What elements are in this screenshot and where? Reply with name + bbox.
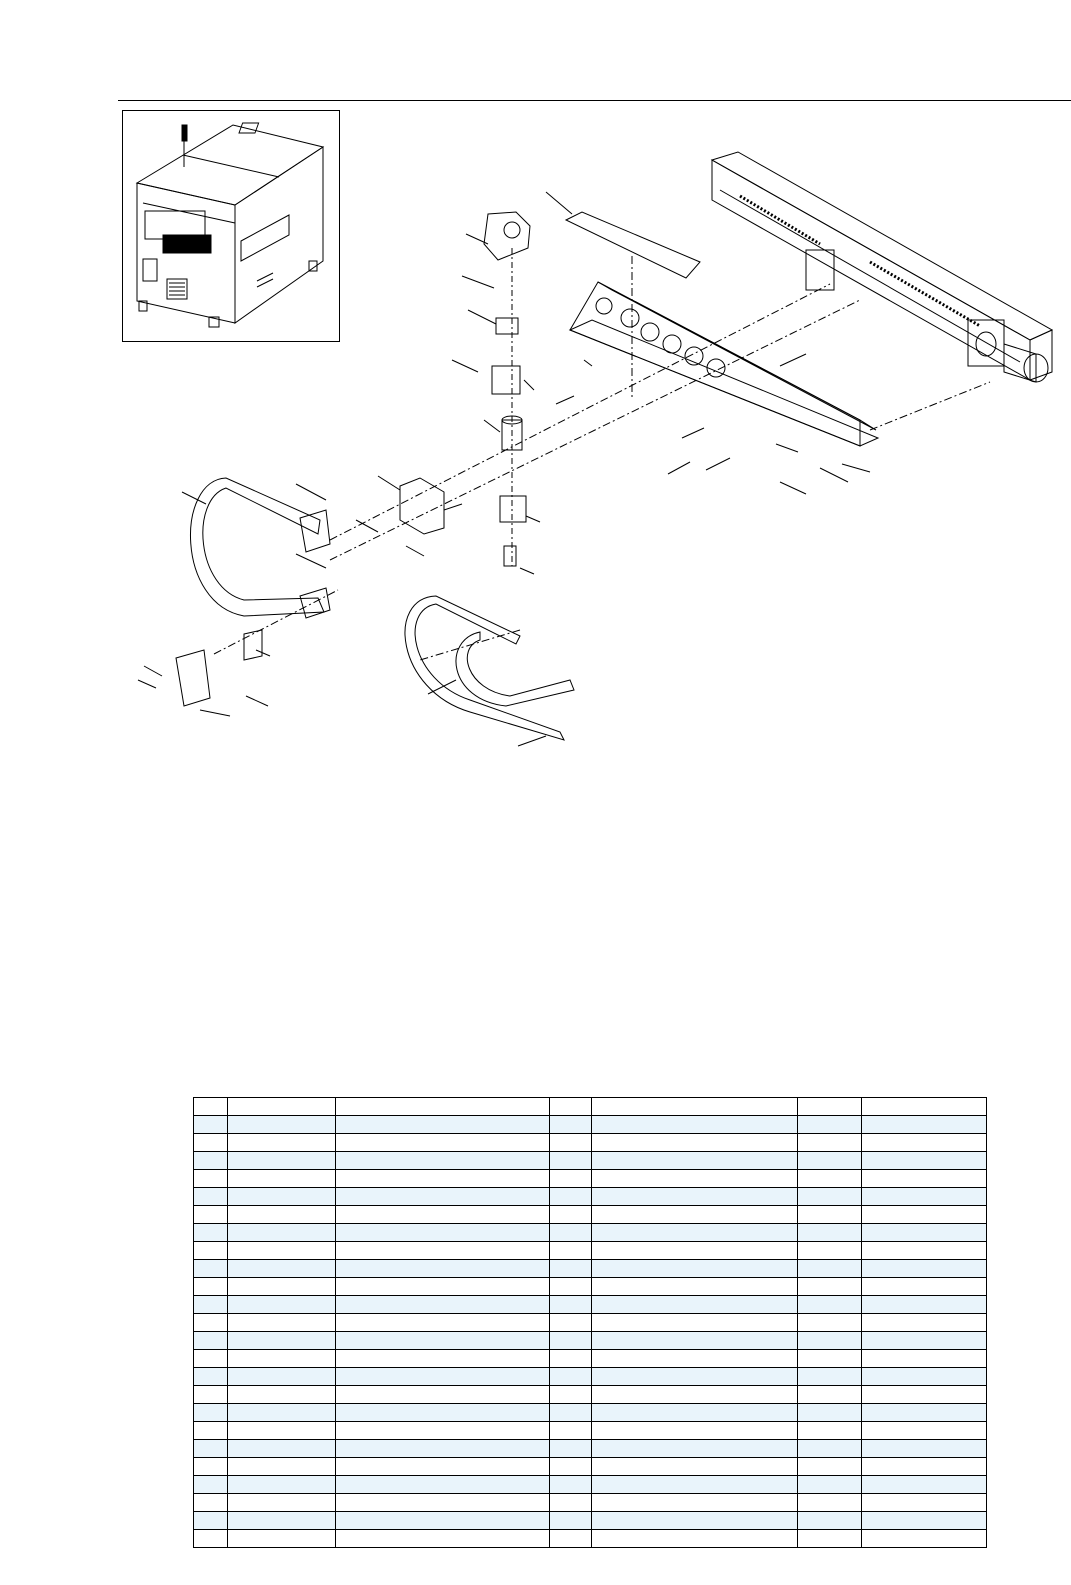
table-cell xyxy=(194,1134,228,1152)
table-cell xyxy=(228,1242,336,1260)
table-cell xyxy=(798,1422,862,1440)
table-cell xyxy=(592,1404,798,1422)
table-cell xyxy=(862,1278,987,1296)
table-row xyxy=(194,1332,987,1350)
table-cell xyxy=(862,1386,987,1404)
table-cell xyxy=(798,1530,862,1548)
head-assembly xyxy=(484,212,530,566)
table-cell xyxy=(550,1440,592,1458)
table-cell xyxy=(194,1368,228,1386)
table-cell xyxy=(798,1224,862,1242)
table-cell xyxy=(798,1440,862,1458)
table-cell xyxy=(862,1134,987,1152)
table-cell xyxy=(550,1458,592,1476)
table-row xyxy=(194,1350,987,1368)
table-cell xyxy=(228,1224,336,1242)
table-row xyxy=(194,1152,987,1170)
table-cell xyxy=(228,1296,336,1314)
frame-rail xyxy=(570,282,878,446)
table-cell xyxy=(336,1368,550,1386)
end-plate xyxy=(176,630,262,706)
table-cell xyxy=(550,1404,592,1422)
table-cell xyxy=(862,1152,987,1170)
table-cell xyxy=(550,1206,592,1224)
table-cell xyxy=(862,1404,987,1422)
table-cell xyxy=(592,1206,798,1224)
table-cell xyxy=(194,1188,228,1206)
table-cell xyxy=(228,1458,336,1476)
table-cell xyxy=(228,1116,336,1134)
table-row xyxy=(194,1512,987,1530)
table-row xyxy=(194,1404,987,1422)
table-cell xyxy=(862,1188,987,1206)
table-cell xyxy=(194,1206,228,1224)
table-cell xyxy=(194,1386,228,1404)
table-cell xyxy=(336,1350,550,1368)
table-cell xyxy=(336,1332,550,1350)
table-cell xyxy=(592,1242,798,1260)
table-cell xyxy=(798,1260,862,1278)
table-row xyxy=(194,1314,987,1332)
table-cell xyxy=(550,1368,592,1386)
table-row xyxy=(194,1458,987,1476)
table-cell xyxy=(336,1422,550,1440)
table-cell xyxy=(336,1170,550,1188)
table-cell xyxy=(592,1116,798,1134)
table-row xyxy=(194,1368,987,1386)
table-cell xyxy=(592,1440,798,1458)
table-cell xyxy=(336,1476,550,1494)
table-row xyxy=(194,1242,987,1260)
table-cell xyxy=(550,1116,592,1134)
table-cell xyxy=(592,1224,798,1242)
table-cell xyxy=(592,1278,798,1296)
table-cell xyxy=(592,1296,798,1314)
table-cell xyxy=(194,1530,228,1548)
table-cell xyxy=(798,1404,862,1422)
table-cell xyxy=(550,1476,592,1494)
table-cell xyxy=(592,1350,798,1368)
table-cell xyxy=(228,1332,336,1350)
table-row xyxy=(194,1494,987,1512)
table-cell xyxy=(592,1188,798,1206)
table-cell xyxy=(798,1386,862,1404)
table-cell xyxy=(228,1350,336,1368)
table-row xyxy=(194,1260,987,1278)
table-cell xyxy=(862,1440,987,1458)
table-row xyxy=(194,1422,987,1440)
table-cell xyxy=(862,1512,987,1530)
table-cell xyxy=(550,1098,592,1116)
table-cell xyxy=(592,1476,798,1494)
table-cell xyxy=(550,1512,592,1530)
table-cell xyxy=(798,1368,862,1386)
table-cell xyxy=(862,1458,987,1476)
table-cell xyxy=(194,1242,228,1260)
table-cell xyxy=(798,1152,862,1170)
table-cell xyxy=(592,1530,798,1548)
table-cell xyxy=(592,1368,798,1386)
table-row xyxy=(194,1224,987,1242)
table-cell xyxy=(550,1134,592,1152)
table-row xyxy=(194,1188,987,1206)
table-cell xyxy=(228,1368,336,1386)
table-cell xyxy=(550,1242,592,1260)
table-cell xyxy=(592,1098,798,1116)
table-row xyxy=(194,1116,987,1134)
table-cell xyxy=(592,1152,798,1170)
table-cell xyxy=(592,1494,798,1512)
parts-list-table xyxy=(193,1097,987,1548)
table-cell xyxy=(592,1422,798,1440)
table-cell xyxy=(798,1512,862,1530)
table-cell xyxy=(228,1314,336,1332)
table-cell xyxy=(798,1458,862,1476)
table-cell xyxy=(336,1530,550,1548)
table-cell xyxy=(228,1440,336,1458)
table-cell xyxy=(862,1332,987,1350)
table-cell xyxy=(194,1512,228,1530)
table-cell xyxy=(798,1278,862,1296)
table-cell xyxy=(550,1422,592,1440)
table-row xyxy=(194,1530,987,1548)
table-cell xyxy=(862,1116,987,1134)
table-cell xyxy=(336,1098,550,1116)
bracket xyxy=(400,478,462,534)
table-row xyxy=(194,1206,987,1224)
table-cell xyxy=(550,1188,592,1206)
table-cell xyxy=(550,1296,592,1314)
cover-strip xyxy=(566,212,700,278)
table-cell xyxy=(592,1386,798,1404)
table-row xyxy=(194,1476,987,1494)
table-cell xyxy=(336,1134,550,1152)
table-cell xyxy=(336,1314,550,1332)
table-cell xyxy=(228,1260,336,1278)
table-cell xyxy=(336,1116,550,1134)
table-cell xyxy=(194,1296,228,1314)
table-cell xyxy=(550,1260,592,1278)
table-cell xyxy=(798,1350,862,1368)
table-cell xyxy=(798,1314,862,1332)
table-cell xyxy=(798,1134,862,1152)
table-cell xyxy=(592,1170,798,1188)
table-cell xyxy=(228,1278,336,1296)
table-row xyxy=(194,1440,987,1458)
table-cell xyxy=(228,1134,336,1152)
table-cell xyxy=(228,1170,336,1188)
table-cell xyxy=(336,1152,550,1170)
table-cell xyxy=(228,1530,336,1548)
table-cell xyxy=(194,1098,228,1116)
table-cell xyxy=(194,1476,228,1494)
table-cell xyxy=(862,1476,987,1494)
table-cell xyxy=(228,1206,336,1224)
table-cell xyxy=(550,1386,592,1404)
table-cell xyxy=(862,1530,987,1548)
table-cell xyxy=(592,1512,798,1530)
table-cell xyxy=(336,1440,550,1458)
table-cell xyxy=(194,1152,228,1170)
table-cell xyxy=(194,1332,228,1350)
table-cell xyxy=(862,1224,987,1242)
table-cell xyxy=(862,1422,987,1440)
table-cell xyxy=(862,1260,987,1278)
flat-cable xyxy=(405,596,574,740)
table-cell xyxy=(194,1422,228,1440)
table-cell xyxy=(550,1332,592,1350)
table-row xyxy=(194,1170,987,1188)
table-cell xyxy=(336,1188,550,1206)
assembly-lines xyxy=(214,256,990,660)
table-cell xyxy=(592,1314,798,1332)
table-cell xyxy=(336,1386,550,1404)
table-cell xyxy=(550,1224,592,1242)
table-cell xyxy=(862,1170,987,1188)
table-cell xyxy=(336,1260,550,1278)
table-cell xyxy=(336,1404,550,1422)
table-cell xyxy=(336,1458,550,1476)
table-row xyxy=(194,1278,987,1296)
table-cell xyxy=(336,1494,550,1512)
table-cell xyxy=(862,1350,987,1368)
table-cell xyxy=(336,1512,550,1530)
table-cell xyxy=(194,1224,228,1242)
table-cell xyxy=(592,1260,798,1278)
table-cell xyxy=(228,1386,336,1404)
table-cell xyxy=(862,1206,987,1224)
table-cell xyxy=(194,1440,228,1458)
table-cell xyxy=(862,1494,987,1512)
table-cell xyxy=(550,1350,592,1368)
table-cell xyxy=(336,1296,550,1314)
table-cell xyxy=(798,1332,862,1350)
table-cell xyxy=(798,1116,862,1134)
table-cell xyxy=(862,1098,987,1116)
table-cell xyxy=(798,1206,862,1224)
table-cell xyxy=(228,1098,336,1116)
table-cell xyxy=(862,1242,987,1260)
table-cell xyxy=(194,1314,228,1332)
table-cell xyxy=(550,1494,592,1512)
leader-lines xyxy=(138,192,870,746)
table-row xyxy=(194,1134,987,1152)
table-cell xyxy=(798,1494,862,1512)
table-cell xyxy=(798,1476,862,1494)
table-cell xyxy=(550,1314,592,1332)
table-cell xyxy=(228,1494,336,1512)
table-cell xyxy=(228,1152,336,1170)
table-cell xyxy=(798,1296,862,1314)
table-cell xyxy=(336,1224,550,1242)
table-cell xyxy=(550,1152,592,1170)
table-cell xyxy=(194,1260,228,1278)
table-cell xyxy=(798,1188,862,1206)
table-cell xyxy=(228,1512,336,1530)
table-cell xyxy=(862,1368,987,1386)
table-cell xyxy=(194,1116,228,1134)
table-cell xyxy=(798,1170,862,1188)
table-cell xyxy=(798,1242,862,1260)
table-cell xyxy=(194,1404,228,1422)
table-cell xyxy=(336,1206,550,1224)
table-cell xyxy=(194,1350,228,1368)
table-cell xyxy=(228,1188,336,1206)
table-cell xyxy=(194,1458,228,1476)
table-cell xyxy=(228,1422,336,1440)
table-cell xyxy=(550,1530,592,1548)
table-row xyxy=(194,1296,987,1314)
table-cell xyxy=(592,1332,798,1350)
cable-carrier xyxy=(190,478,330,618)
table-cell xyxy=(194,1278,228,1296)
table-cell xyxy=(336,1242,550,1260)
table-row xyxy=(194,1098,987,1116)
table-cell xyxy=(798,1098,862,1116)
table-cell xyxy=(862,1296,987,1314)
table-cell xyxy=(228,1476,336,1494)
table-cell xyxy=(550,1278,592,1296)
table-cell xyxy=(336,1278,550,1296)
table-cell xyxy=(228,1404,336,1422)
table-cell xyxy=(862,1314,987,1332)
table-cell xyxy=(592,1134,798,1152)
table-cell xyxy=(194,1170,228,1188)
table-cell xyxy=(550,1170,592,1188)
table-row xyxy=(194,1386,987,1404)
table-cell xyxy=(194,1494,228,1512)
table-cell xyxy=(592,1458,798,1476)
